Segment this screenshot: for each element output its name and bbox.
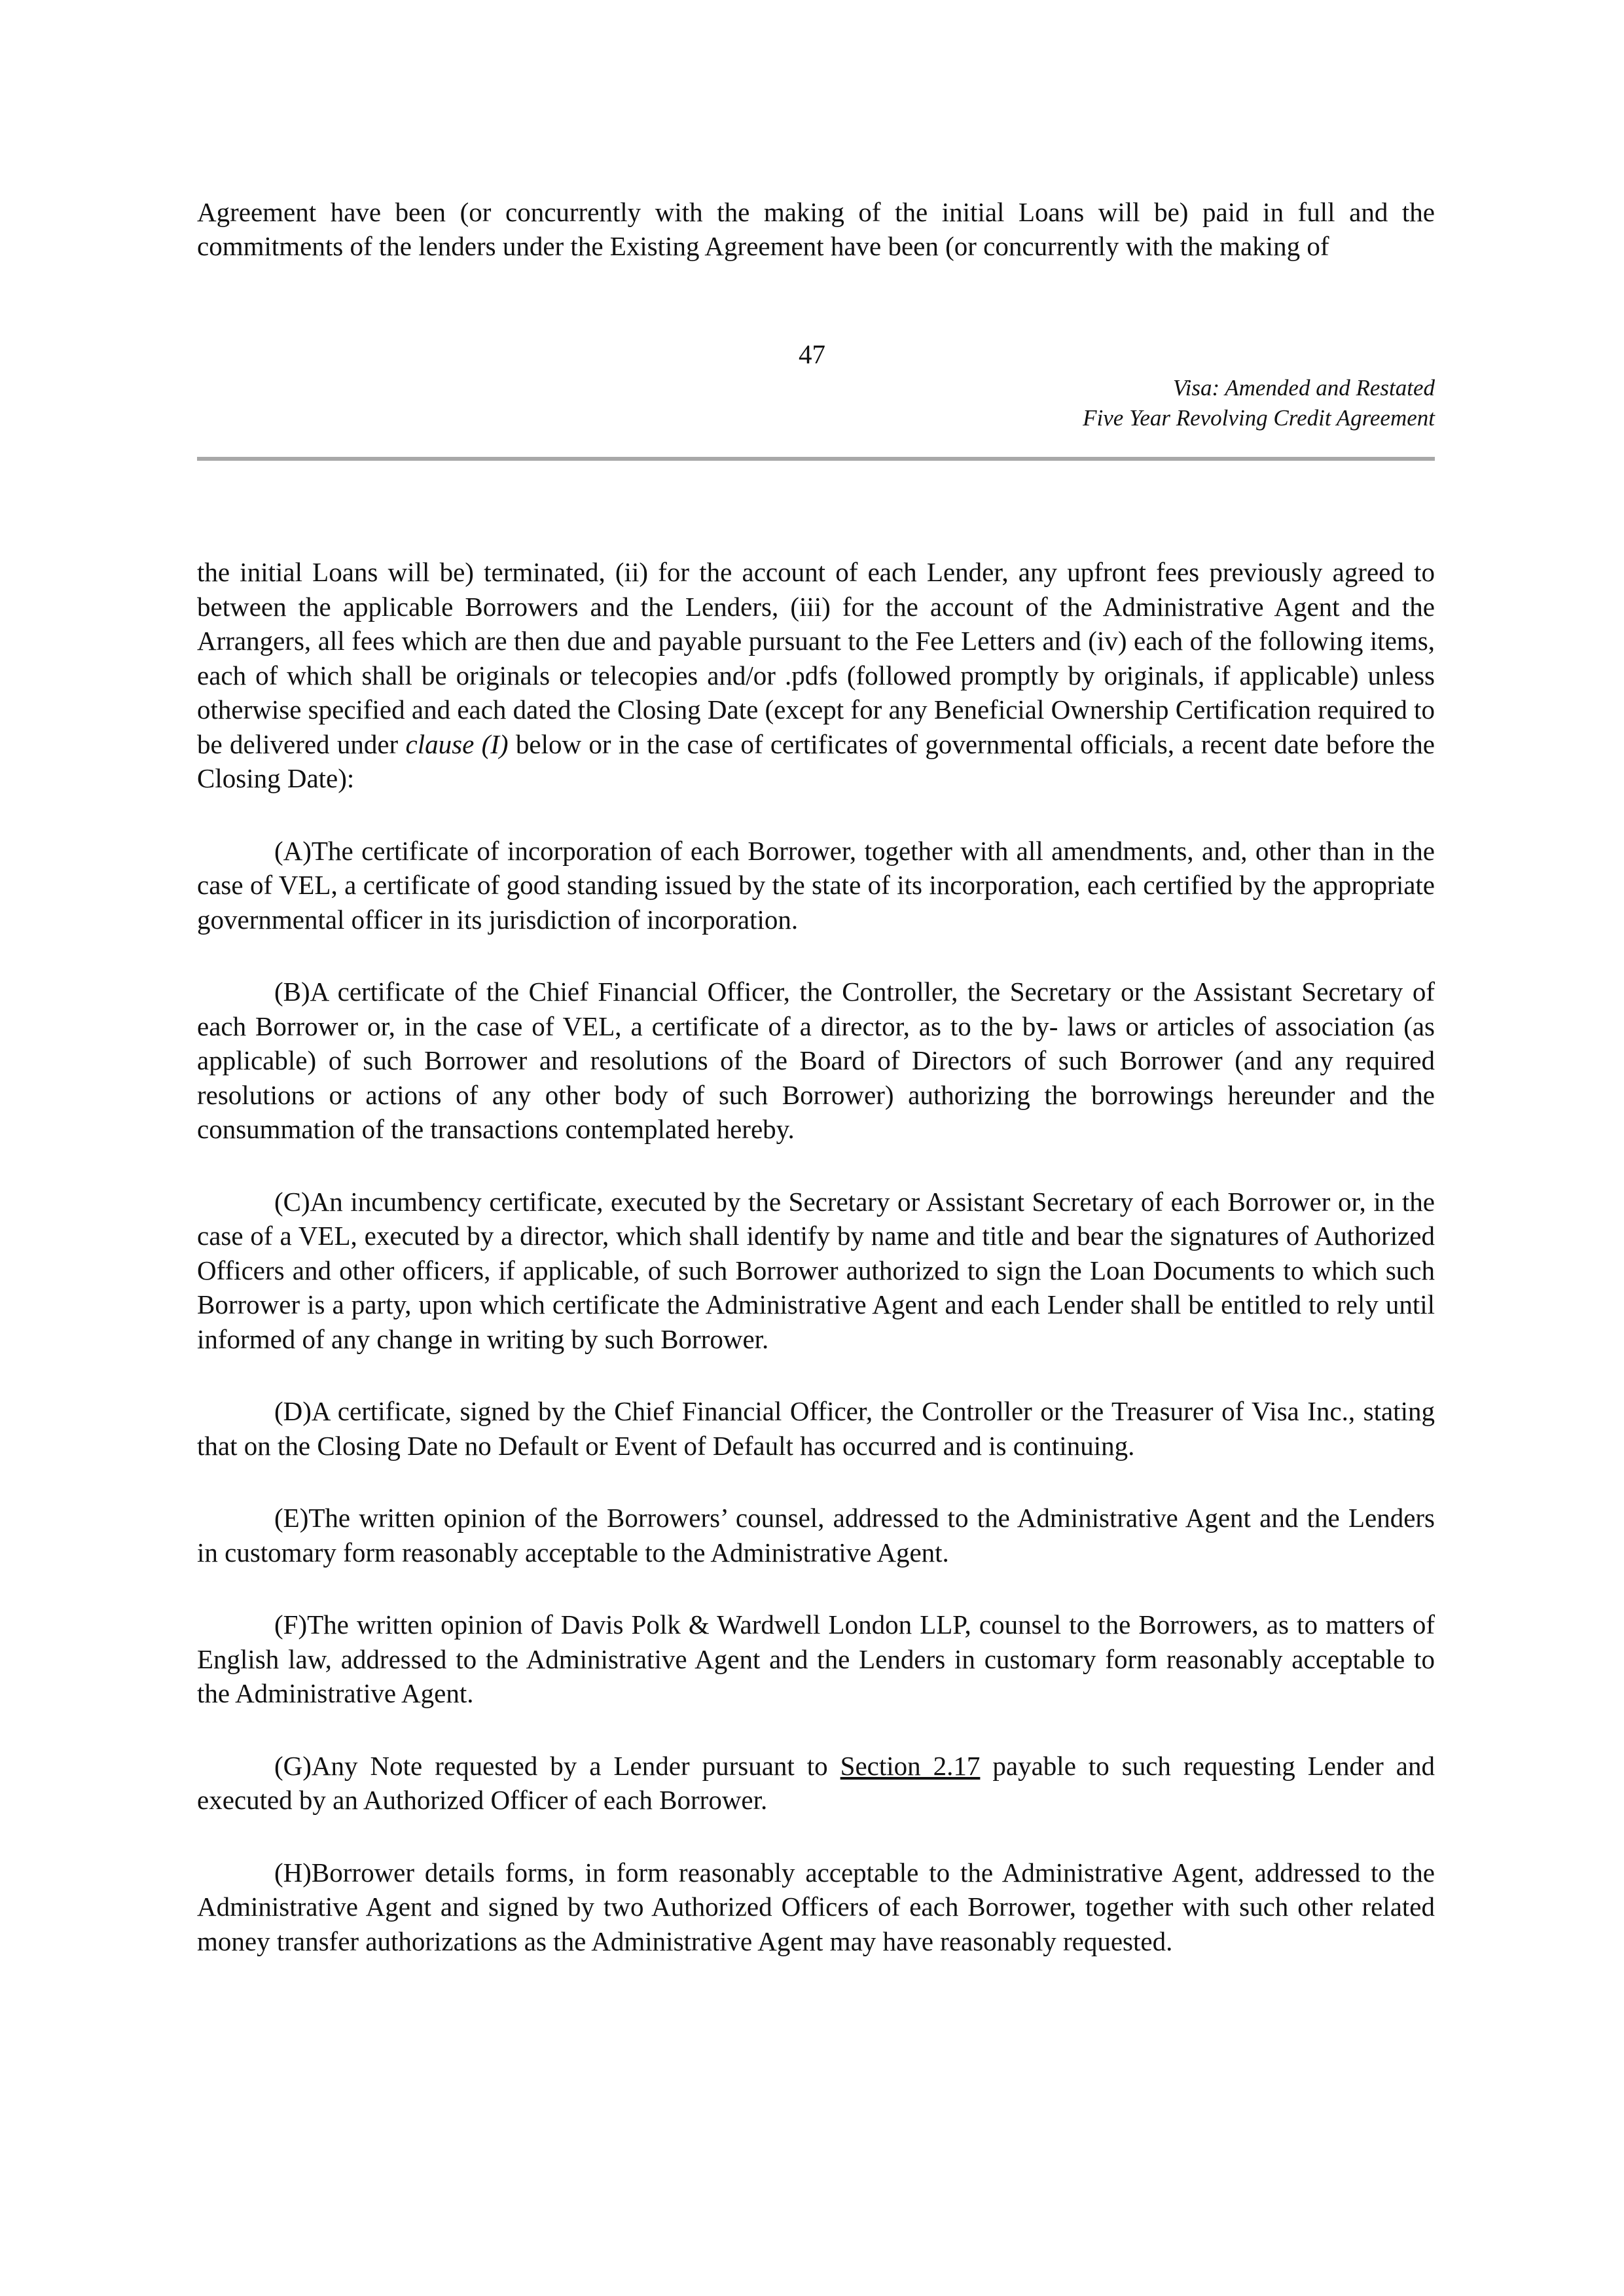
item-e-paragraph: (E)The written opinion of the Borrowers’ counsel, addressed to the Administrative Agent and the Lenders in customary form reasonably acceptable to the Administrative Agent. [197, 1503, 1435, 1568]
item-f-paragraph: (F)The written opinion of Davis Polk & Wardwell London LLP, counsel to the Borrowers, as to matters of English law, addressed to the Administrative Agent and the Lenders in customary form reasonably acceptable to the Administrative Agent. [197, 1609, 1435, 1708]
item-d-paragraph: (D)A certificate, signed by the Chief Financial Officer, the Controller or the Treasurer of Visa Inc., stating that on the Closing Date no Default or Event of Default has occurred and is continuing. [197, 1396, 1435, 1461]
page-number: 47 [799, 339, 825, 369]
item-g-text-before: (G)Any Note requested by a Lender pursuant to [274, 1750, 840, 1781]
item-c-paragraph: (C)An incumbency certificate, executed by the Secretary or Assistant Secretary of each Borrower or, in the case of a VEL, executed by a director, which shall identify by name and title and bear the signatures of Authorized Officers and other officers, if applicable, of such Borrower authorized to sign the Loan Documents to which such Borrower is a party, upon which certificate the Administrative Agent and each Lender shall be entitled to rely until informed of any change in writing by such Borrower. [197, 1186, 1435, 1354]
intro-text-after: below or in the case of certificates of governmental officials, a recent date before the Closing Date): [197, 728, 1435, 793]
item-a-paragraph: (A)The certificate of incorporation of each Borrower, together with all amendments, and, other than in the case of VEL, a certificate of good standing issued by the state of its incorporation, each certified by the appropriate governmental officer in its jurisdiction of incorporation. [197, 835, 1435, 935]
page-divider [197, 457, 1435, 461]
footer-line-2: Five Year Revolving Credit Agreement [1083, 405, 1435, 431]
document-footer-title [197, 373, 1435, 433]
document-body [197, 555, 1435, 1996]
section-reference-link: Section 2.17 [840, 1750, 981, 1781]
item-h-paragraph: (H)Borrower details forms, in form reasonably acceptable to the Administrative Agent, addressed to the Administrative Agent and signed by two Authorized Officers of each Borrower, together with such other related money transfer authorizations as the Administrative Agent may have reasonably requested. [197, 1857, 1435, 1956]
clause-reference: clause (I) [405, 728, 509, 759]
previous-page-fragment: Agreement have been (or concurrently with the making of the initial Loans will be) paid in full and the commitments of the lenders under the Existing Agreement have been (or concurrently with the making of [197, 197, 1435, 261]
footer-line-1: Visa: Amended and Restated [1172, 375, 1435, 401]
item-g-text-after: payable to such requesting Lender and executed by an Authorized Officer of each Borrower. [197, 1750, 1435, 1815]
intro-paragraph [197, 555, 1435, 796]
intro-text-before: the initial Loans will be) terminated, (ii) for the account of each Lender, any upfront fees previously agreed to between the applicable Borrowers and the Lenders, (iii) for the account of the Administrative Agent and the Arrangers, all fees which are then due and payable pursuant to the Fee Letters and (iv) each of the following items, each of which shall be originals or telecopies and/or .pdfs (followed promptly by originals, if applicable) unless otherwise specified and each dated the Closing Date (except for any Beneficial Ownership Certification required to be delivered under [197, 557, 1435, 759]
item-g-paragraph [197, 1749, 1435, 1818]
item-b-paragraph: (B)A certificate of the Chief Financial Officer, the Controller, the Secretary or the Assistant Secretary of each Borrower or, in the case of VEL, a certificate of a director, as to the by- laws or articles of association (as applicable) of such Borrower and resolutions of the Board of Directors of such Borrower (and any required resolutions or actions of any other body of such Borrower) authorizing the borrowings hereunder and the consummation of the transactions contemplated hereby. [197, 977, 1435, 1144]
